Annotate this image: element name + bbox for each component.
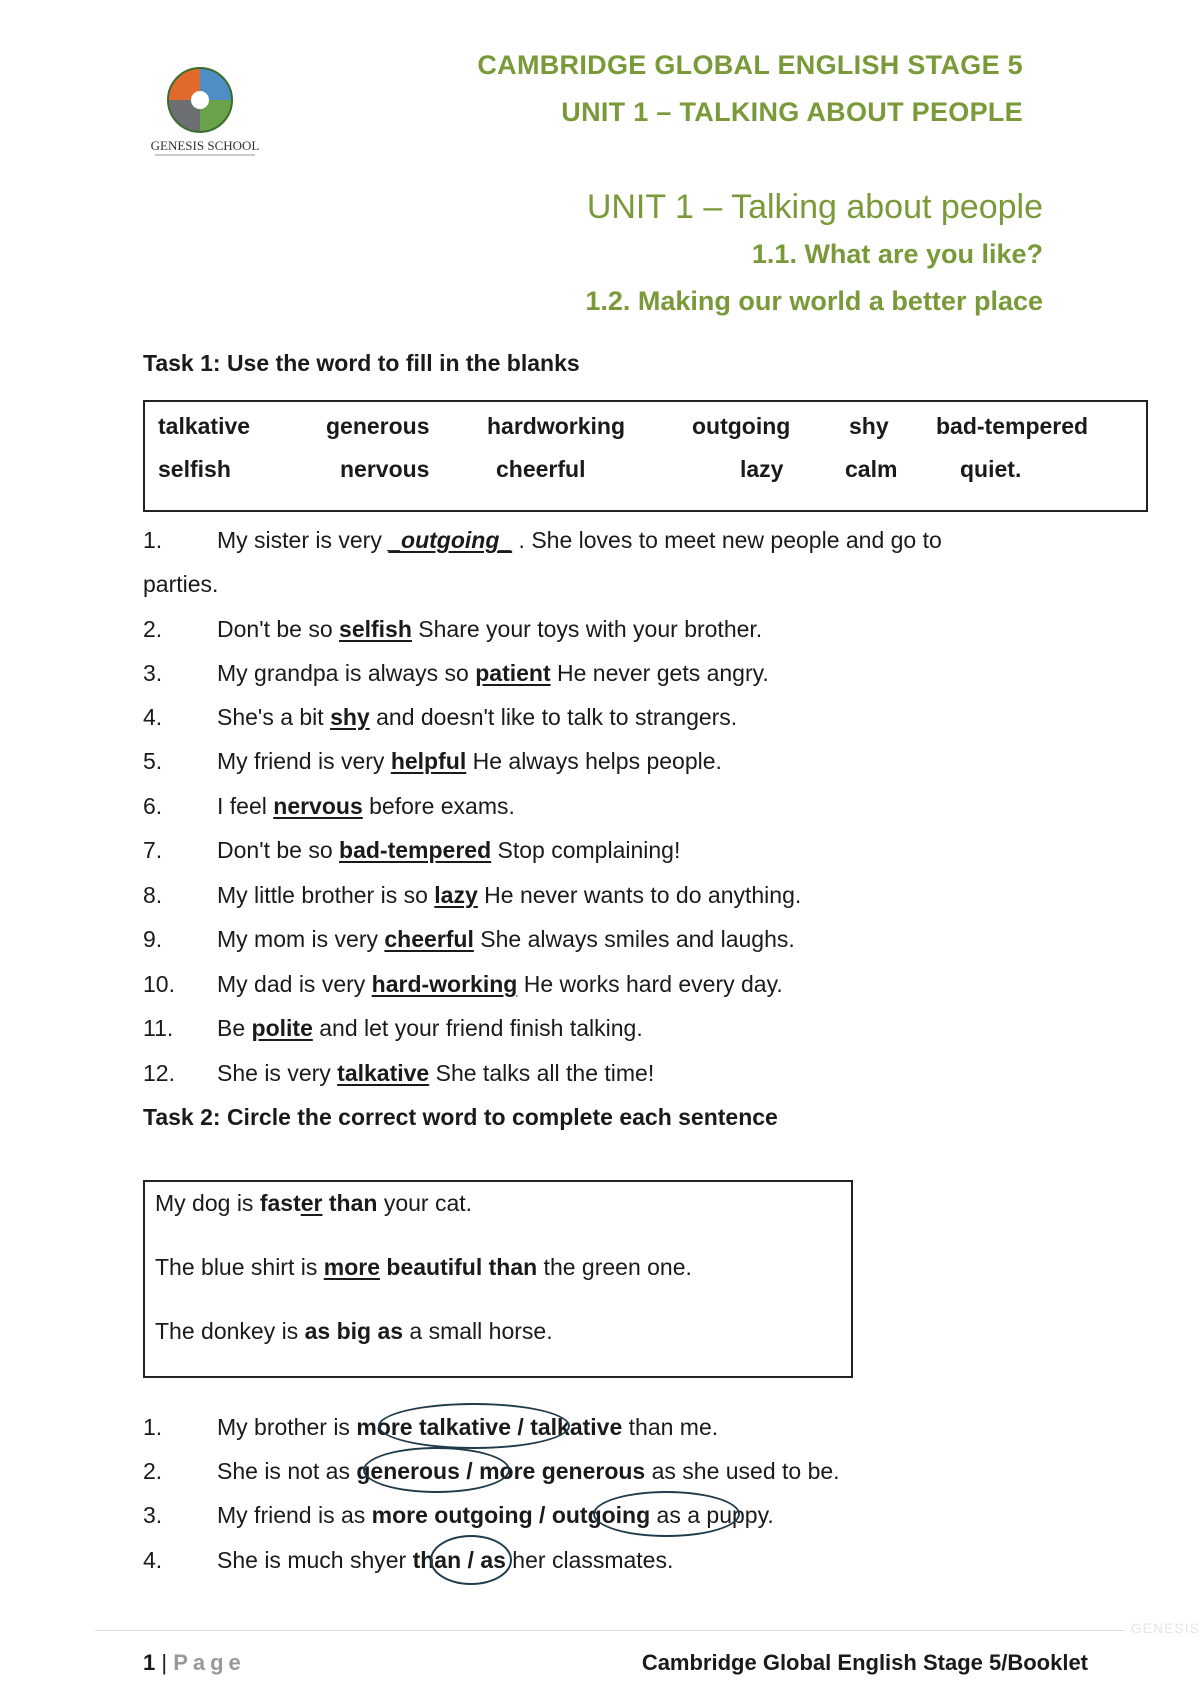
answer-word: hard-working — [371, 971, 518, 997]
school-name: GENESIS SCHOOL — [150, 138, 260, 153]
word-bank-item: nervous — [340, 456, 430, 482]
unit-heading: UNIT 1 – Talking about people — [586, 188, 1043, 226]
answer-circle-mark — [593, 1491, 740, 1537]
option: more generous — [479, 1458, 646, 1484]
page-label: Page — [173, 1650, 246, 1675]
answer-word: selfish — [339, 616, 412, 642]
word-bank-item: selfish — [158, 456, 231, 482]
word-bank-item: generous — [326, 413, 430, 439]
page-indicator: 1 | Page — [143, 1650, 246, 1675]
option-circled: generous — [356, 1458, 460, 1484]
task2-sentence: My friend is as more outgoing / outgoing as a puppy. — [217, 1502, 774, 1528]
task1-sentence: My little brother is so lazy He never wants to do anything. — [217, 882, 802, 908]
word-bank-item: cheerful — [496, 456, 586, 482]
sentence-number: 6. — [143, 793, 163, 819]
page-number: 1 — [143, 1650, 156, 1675]
sentence-continuation: parties. — [143, 571, 219, 597]
word-bank-item: shy — [849, 413, 889, 439]
task1-sentence: I feel nervous before exams. — [217, 793, 515, 819]
task1-sentence: My mom is very cheerful She always smiles and laughs. — [217, 926, 795, 952]
answer-word: helpful — [390, 748, 467, 774]
sentence-number: 12. — [143, 1060, 175, 1086]
answer-circle-mark — [378, 1403, 570, 1449]
task2-sentence: My brother is more talkative / talkative than me. — [217, 1414, 719, 1440]
sentence-number: 10. — [143, 971, 175, 997]
sentence-number: 3. — [143, 660, 163, 686]
sentence-number: 1. — [143, 527, 163, 553]
unit-title-header: UNIT 1 – TALKING ABOUT PEOPLE — [561, 97, 1023, 127]
sentence-number: 1. — [143, 1414, 163, 1440]
answer-word: patient — [475, 660, 551, 686]
task1-sentence: She is very talkative She talks all the time! — [217, 1060, 655, 1086]
answer-circle-mark — [363, 1447, 510, 1493]
task1-sentence: Don't be so selfish Share your toys with your brother. — [217, 616, 763, 642]
watermark: GENESIS — [1130, 1620, 1200, 1636]
sentence-number: 9. — [143, 926, 163, 952]
word-bank-item: calm — [845, 456, 898, 482]
example-sentence: The donkey is as big as a small horse. — [155, 1318, 553, 1344]
answer-word: nervous — [273, 793, 363, 819]
task1-title: Task 1: Use the word to fill in the blanks — [143, 350, 580, 376]
task1-sentence: She's a bit shy and doesn't like to talk to strangers. — [217, 704, 738, 730]
task1-sentence: My friend is very helpful He always helps people. — [217, 748, 722, 774]
option: more outgoing — [371, 1502, 533, 1528]
word-bank-item: lazy — [740, 456, 784, 482]
answer-circle-mark — [430, 1535, 512, 1585]
answer-word: lazy — [434, 882, 478, 908]
lesson-heading-1: 1.1. What are you like? — [751, 239, 1043, 269]
task2-title: Task 2: Circle the correct word to complete each sentence — [143, 1104, 778, 1130]
answer-word: cheerful — [384, 926, 474, 952]
sentence-number: 8. — [143, 882, 163, 908]
sentence-number: 2. — [143, 1458, 163, 1484]
answer-word: _outgoing_ — [388, 527, 513, 553]
answer-word: talkative — [337, 1060, 430, 1086]
sentence-number: 5. — [143, 748, 163, 774]
footer-divider — [95, 1630, 1125, 1631]
task2-sentence: She is not as generous / more generous as she used to be. — [217, 1458, 840, 1484]
answer-word: shy — [330, 704, 370, 730]
option: talkative — [530, 1414, 623, 1440]
option: as — [480, 1547, 506, 1573]
answer-word: bad-tempered — [339, 837, 492, 863]
word-bank-item: bad-tempered — [936, 413, 1089, 439]
school-tagline-decoration — [150, 153, 260, 159]
lesson-heading-2: 1.2. Making our world a better place — [585, 286, 1043, 316]
task1-sentence: My dad is very hard-working He works hard every day. — [217, 971, 783, 997]
sentence-number: 3. — [143, 1502, 163, 1528]
task1-sentence: Be polite and let your friend finish talking. — [217, 1015, 643, 1041]
task2-sentence: She is much shyer than / as her classmates. — [217, 1547, 674, 1573]
example-sentence: My dog is faster than your cat. — [155, 1190, 473, 1216]
examples-box — [143, 1180, 853, 1378]
footer-booklet-title: Cambridge Global English Stage 5/Booklet — [641, 1650, 1088, 1675]
course-title: CAMBRIDGE GLOBAL ENGLISH STAGE 5 — [477, 50, 1023, 80]
word-bank-item: outgoing — [692, 413, 791, 439]
task1-sentence: My grandpa is always so patient He never gets angry. — [217, 660, 769, 686]
option-circled: more talkative — [356, 1414, 512, 1440]
example-sentence: The blue shirt is more beautiful than the green one. — [155, 1254, 692, 1280]
task1-sentence: Don't be so bad-tempered Stop complaining! — [217, 837, 681, 863]
sentence-number: 2. — [143, 616, 163, 642]
word-bank-item: quiet. — [960, 456, 1022, 482]
option-circled: outgoing — [551, 1502, 651, 1528]
option-circled: than — [412, 1547, 462, 1573]
word-bank-item: talkative — [158, 413, 251, 439]
word-bank-item: hardworking — [487, 413, 626, 439]
word-bank — [143, 400, 1148, 512]
answer-word: polite — [251, 1015, 313, 1041]
task1-sentence: My sister is very _outgoing_ . She loves to meet new people and go to — [217, 527, 942, 553]
sentence-number: 7. — [143, 837, 163, 863]
sentence-number: 4. — [143, 1547, 163, 1573]
sentence-number: 11. — [143, 1015, 174, 1041]
sentence-number: 4. — [143, 704, 163, 730]
